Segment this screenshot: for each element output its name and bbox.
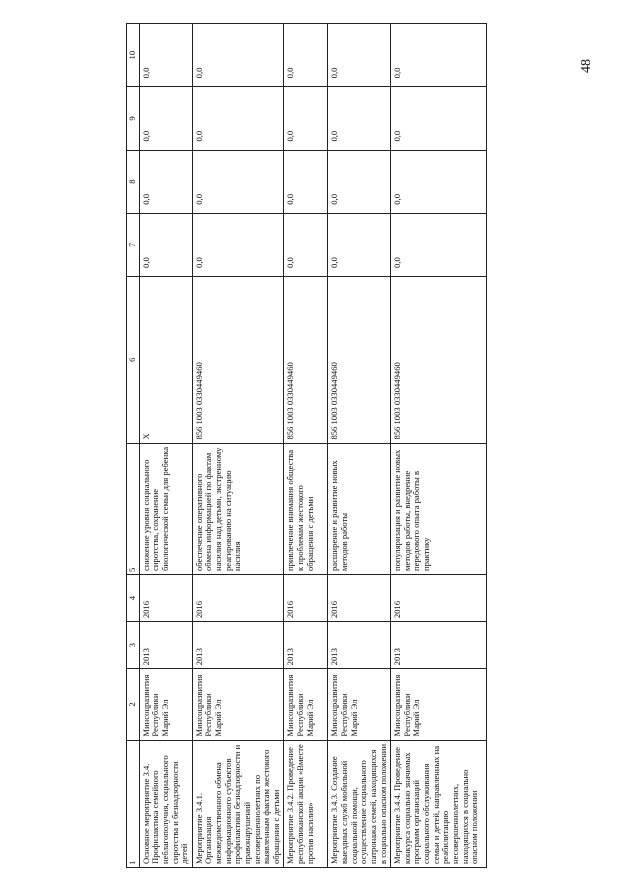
end-year-cell: 2016 [192,575,284,622]
measure-title: Основное мероприятие 3.4. Профилактика семейного неблагополучия, социального сиротства и безнадзорности детей [139,740,192,867]
value-cell-8: 0,0 [391,150,487,213]
value-cell-10: 0,0 [284,24,328,87]
table-row [284,24,328,868]
expected-result-cell: привлечение внимания общества к проблемам жестокого обращения с детьми [284,443,328,574]
value-cell-10: 0,0 [192,24,284,87]
header-row [127,24,140,868]
value-cell-10: 0,0 [391,24,487,87]
end-year-cell: 2016 [284,575,328,622]
value-cell-8: 0,0 [192,150,284,213]
budget-code-cell: 856 1003 0330449460 [391,276,487,443]
column-header-9: 9 [127,87,140,150]
column-header-7: 7 [127,213,140,276]
start-year-cell: 2013 [391,622,487,669]
value-cell-7: 0,0 [284,213,328,276]
measure-title: Мероприятие 3.4.1. Организация межведомственного обмена информационного субъектов профилактики безнадзорности и правонарушений несовершеннолетних по выявленным фактам жестокого обращения с детьми [192,740,284,867]
start-year-cell: 2013 [139,622,192,669]
value-cell-7: 0,0 [139,213,192,276]
value-cell-8: 0,0 [284,150,328,213]
column-header-3: 3 [127,622,140,669]
value-cell-10: 0,0 [328,24,391,87]
value-cell-10: 0,0 [139,24,192,87]
column-header-10: 10 [127,24,140,87]
start-year-cell: 2013 [328,622,391,669]
value-cell-9: 0,0 [284,87,328,150]
budget-code-cell: Х [139,276,192,443]
column-header-1: 1 [127,740,140,867]
budget-code-cell: 856 1003 0330449460 [328,276,391,443]
budget-code-cell: 856 1003 0330449460 [284,276,328,443]
column-header-4: 4 [127,575,140,622]
expected-result-cell: снижение уровня социального сиротства, сохранение биологической семьи для ребенка [139,443,192,574]
measure-title: Мероприятие 3.4.2. Проведение республиканской акции «Вместе против насилия» [284,740,328,867]
rotated-table-container [126,23,487,868]
start-year-cell: 2013 [284,622,328,669]
value-cell-7: 0,0 [328,213,391,276]
budget-code-cell: 856 1003 0330449460 [192,276,284,443]
value-cell-7: 0,0 [192,213,284,276]
value-cell-9: 0,0 [192,87,284,150]
expected-result-cell: обеспечение оперативного обмена информацией по фактам насилия над детьми, экстренному реагированию на ситуацию насилия [192,443,284,574]
table-row [328,24,391,868]
page-number: 48 [579,59,594,73]
value-cell-8: 0,0 [328,150,391,213]
table-row [192,24,284,868]
expected-result-cell: расширение и развитие новых методов работы [328,443,391,574]
column-header-8: 8 [127,150,140,213]
column-header-5: 5 [127,443,140,574]
value-cell-8: 0,0 [139,150,192,213]
executor-cell: Минсоцразвития Республики Марий Эл [328,669,391,740]
program-measures-table [126,23,487,868]
end-year-cell: 2016 [139,575,192,622]
value-cell-7: 0,0 [391,213,487,276]
column-header-2: 2 [127,669,140,740]
executor-cell: Минсоцразвития Республики Марий Эл [391,669,487,740]
start-year-cell: 2013 [192,622,284,669]
value-cell-9: 0,0 [328,87,391,150]
executor-cell: Минсоцразвития Республики Марий Эл [192,669,284,740]
measure-title: Мероприятие 3.4.3. Создание выездных служб мобильной социальной помощи, осуществление социального патронажа семей, находящихся в социально опасном положении [328,740,391,867]
end-year-cell: 2016 [391,575,487,622]
executor-cell: Минсоцразвития Республики Марий Эл [139,669,192,740]
column-header-6: 6 [127,276,140,443]
table-row [139,24,192,868]
executor-cell: Минсоцразвития Республики Марий Эл [284,669,328,740]
table-row [391,24,487,868]
value-cell-9: 0,0 [391,87,487,150]
expected-result-cell: популяризация и развитие новых методов работы, внедрение передового опыта работы в практику [391,443,487,574]
value-cell-9: 0,0 [139,87,192,150]
end-year-cell: 2016 [328,575,391,622]
measure-title: Мероприятие 3.4.4. Проведение конкурса социально значимых программ организаций социального обслуживания семьи и детей, направленных на реабилитацию несовершеннолетних, находящихся в социально опасном положении [391,740,487,867]
